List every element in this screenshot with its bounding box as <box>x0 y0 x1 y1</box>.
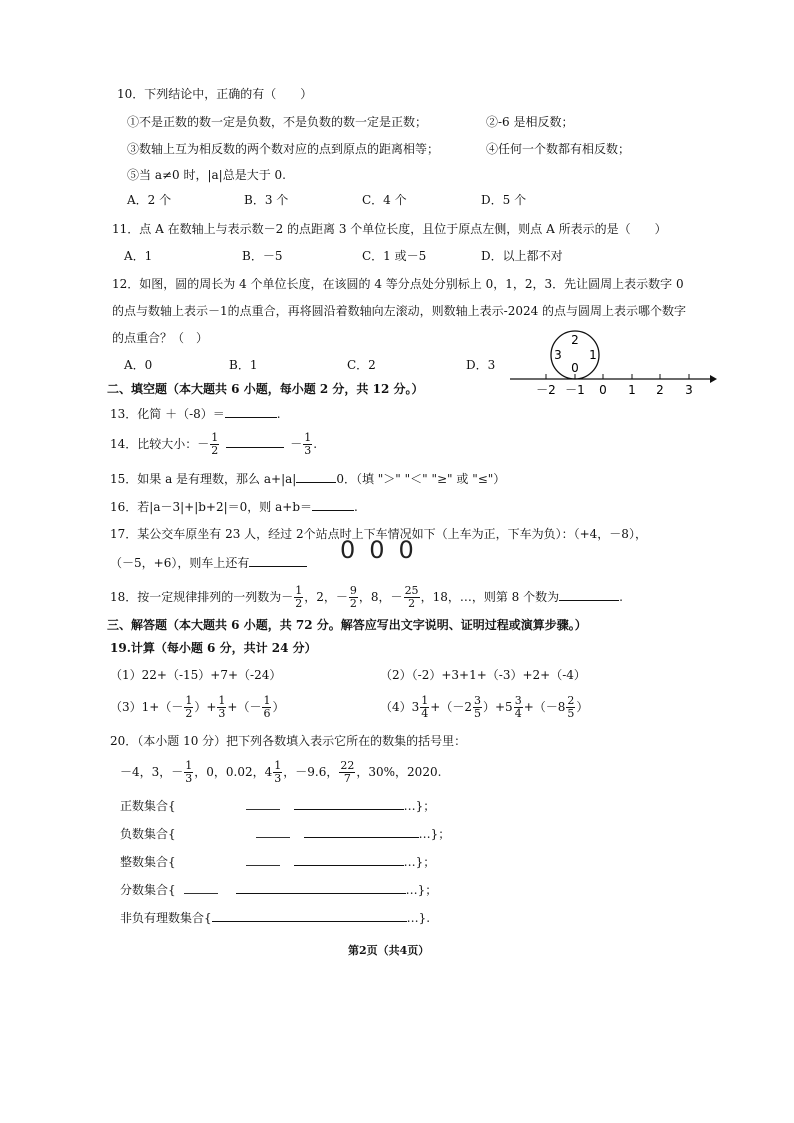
q17-line-2-wrap <box>110 554 307 571</box>
q12-figure <box>505 325 720 400</box>
denominator: 4 <box>421 707 429 720</box>
text: ，0，0.02，4 <box>194 765 273 779</box>
set-answer-blank[interactable] <box>304 825 419 838</box>
text: ，－9.6， <box>283 765 339 779</box>
tick-label: 1 <box>628 383 636 397</box>
smudge <box>184 883 218 894</box>
set-answer-blank[interactable] <box>236 881 406 894</box>
text: ）+ <box>194 700 217 714</box>
q10-statement-5: ⑤当 a≠0 时，|a|总是大于 0. <box>127 168 286 182</box>
fraction <box>349 585 358 610</box>
q12-line-2: 的点与数轴上表示－1的点重合，再将圆沿着数轴向左滚动，则数轴上表示-2024 的点与圆周上表示哪个数字 <box>112 304 687 318</box>
set-end: …}； <box>403 799 436 813</box>
numerator: 3 <box>514 694 522 707</box>
fraction <box>404 585 420 610</box>
q13-text: 13．化简 ＋（-8）＝ <box>110 407 225 421</box>
set-answer-blank[interactable] <box>294 853 404 866</box>
set-end: …}. <box>406 911 431 925</box>
text: ） <box>272 700 285 714</box>
denominator: 7 <box>343 772 351 785</box>
q14-answer-blank[interactable] <box>226 435 284 448</box>
set-end: …}； <box>403 855 436 869</box>
fraction <box>566 695 575 720</box>
set-nonneg-rational <box>120 909 430 926</box>
q19-part-1: （1）22+（-15）+7+（-24） <box>110 668 282 682</box>
q16-end: . <box>354 500 358 514</box>
set-fraction <box>120 881 437 898</box>
q11-option-d: D．以上都不对 <box>481 249 563 263</box>
smudge <box>246 799 280 810</box>
tick-label: －1 <box>565 383 585 397</box>
fraction <box>339 760 355 785</box>
denominator: 3 <box>274 772 282 785</box>
q19-part-3 <box>110 692 284 722</box>
q18-text-3: ，8，－ <box>358 590 403 604</box>
set-positive <box>120 797 435 814</box>
numerator: 3 <box>473 694 481 707</box>
fraction <box>420 695 429 720</box>
text: +（－8 <box>523 700 566 714</box>
set-end: …}； <box>405 883 438 897</box>
q10-statement-4: ④任何一个数都有相反数； <box>486 142 631 156</box>
tick-label: 0 <box>599 383 607 397</box>
fraction <box>514 695 523 720</box>
q20-numbers <box>120 757 441 787</box>
fraction <box>210 432 219 457</box>
numerator: 22 <box>340 759 355 772</box>
text: +（－2 <box>430 700 472 714</box>
denominator: 2 <box>408 597 416 610</box>
q12-line-1: 12．如图，圆的周长为 4 个单位长度，在该圆的 4 等分点处分别标上 0，1，2，3．先让圆周上表示数字 0 <box>112 277 684 291</box>
q13 <box>110 405 281 422</box>
q19-part-2: （2）（-2）+3+1+（-3）+2+（-4） <box>380 668 586 682</box>
q14-minus: － <box>290 437 303 451</box>
text: ）+5 <box>482 700 513 714</box>
circle-label-right: 1 <box>589 348 597 362</box>
smudge <box>246 855 280 866</box>
q10-option-d: D．5 个 <box>481 193 527 207</box>
denominator: 3 <box>185 772 193 785</box>
q10-stem: 10．下列结论中，正确的有（ ） <box>117 87 313 101</box>
q16 <box>110 498 358 515</box>
fraction <box>294 585 303 610</box>
smudge <box>256 827 290 838</box>
fraction <box>273 760 282 785</box>
set-negative <box>120 825 450 842</box>
q17-line-1: 17．某公交车原坐有 23 人，经过 2个站点时上下车情况如下（上车为正，下车为负）：（+4，－8）， <box>110 527 647 541</box>
denominator: 5 <box>473 707 481 720</box>
set-label: 非负有理数集合{ <box>120 911 212 925</box>
set-answer-blank[interactable] <box>212 909 407 922</box>
q10-statement-3: ③数轴上互为相反数的两个数对应的点到原点的距离相等； <box>127 142 440 156</box>
q12-line-3: 的点重合？（ ） <box>112 331 209 345</box>
text: ） <box>576 700 589 714</box>
denominator: 2 <box>295 597 303 610</box>
q12-option-c: C．2 <box>347 358 376 372</box>
numerator: 9 <box>349 584 357 597</box>
set-integer <box>120 853 435 870</box>
q13-answer-blank[interactable] <box>225 405 277 418</box>
circle-label-left: 3 <box>554 348 562 362</box>
q14 <box>110 430 317 458</box>
tick-label: －2 <box>536 383 556 397</box>
numerator: 25 <box>404 584 419 597</box>
tick-label: 2 <box>656 383 664 397</box>
fraction <box>303 432 312 457</box>
denominator: 3 <box>304 444 312 457</box>
section-3-heading: 三、解答题（本大题共 6 小题，共 72 分。解答应写出文字说明、证明过程或演算步骤。） <box>107 618 587 632</box>
q18-answer-blank[interactable] <box>559 588 619 601</box>
q18-text-2: ，2，－ <box>304 590 348 604</box>
section-2-heading: 二、填空题（本大题共 6 小题，每小题 2 分，共 12 分。） <box>107 382 424 396</box>
q15-answer-blank[interactable] <box>296 470 336 483</box>
denominator: 2 <box>349 597 357 610</box>
q14-end: . <box>313 437 318 451</box>
q10-option-c: C．4 个 <box>362 193 407 207</box>
text: （4）3 <box>380 700 420 714</box>
numerator: 1 <box>185 759 193 772</box>
denominator: 2 <box>185 707 193 720</box>
set-end: …}； <box>418 827 451 841</box>
denominator: 6 <box>263 707 271 720</box>
set-label: 分数集合{ <box>120 883 176 897</box>
numerator: 1 <box>274 759 282 772</box>
numerator: 1 <box>295 584 303 597</box>
text: ，30%，2020. <box>356 765 442 779</box>
denominator: 5 <box>567 707 575 720</box>
q18-end: . <box>619 590 623 604</box>
denominator: 2 <box>211 444 219 457</box>
text: －4，3，－ <box>120 765 184 779</box>
fraction <box>184 695 193 720</box>
q11-option-c: C．1 或－5 <box>362 249 427 263</box>
q10-option-a: A．2 个 <box>127 193 172 207</box>
q13-end: . <box>276 407 281 421</box>
set-label: 正数集合{ <box>120 799 176 813</box>
numerator: 1 <box>185 694 193 707</box>
axis-arrow <box>710 375 717 383</box>
q16-answer-blank[interactable] <box>312 498 354 511</box>
q19-part-4 <box>380 692 588 722</box>
q17-line-2: （－5，+6），则车上还有 <box>110 556 250 570</box>
numerator: 1 <box>263 694 271 707</box>
fraction <box>184 760 193 785</box>
numerator: 2 <box>567 694 575 707</box>
circle-label-top: 2 <box>571 333 579 347</box>
denominator: 4 <box>514 707 522 720</box>
numerator: 1 <box>421 694 429 707</box>
q16-text: 16．若|a－3|+|b+2|＝0，则 a+b＝ <box>110 500 312 514</box>
fraction <box>473 695 482 720</box>
tick-label: 3 <box>685 383 693 397</box>
numerator: 1 <box>304 431 312 444</box>
q12-option-d: D．3 <box>466 358 496 372</box>
text: （3）1+（－ <box>110 700 184 714</box>
handwritten-zeros: 000 <box>340 536 428 564</box>
q19-title: 19.计算（每小题 6 分，共计 24 分） <box>110 641 317 655</box>
numerator: 1 <box>218 694 226 707</box>
q11-stem: 11．点 A 在数轴上与表示数－2 的点距离 3 个单位长度，且位于原点左侧，则点 A 所表示的是（ ） <box>112 222 667 236</box>
denominator: 3 <box>218 707 226 720</box>
q12-option-a: A．0 <box>124 358 153 372</box>
q17-answer-blank[interactable] <box>249 554 307 567</box>
q18-text-4: ，18，…，则第 8 个数为 <box>420 590 560 604</box>
circle-label-bottom: 0 <box>571 361 579 375</box>
q12-option-b: B．1 <box>229 358 258 372</box>
q11-option-a: A．1 <box>124 249 153 263</box>
q15 <box>110 470 505 487</box>
q20-title: 20．（本小题 10 分）把下列各数填入表示它所在的数集的括号里： <box>110 734 467 748</box>
q18 <box>110 582 623 612</box>
q11-option-b: B．－5 <box>242 249 283 263</box>
set-answer-blank[interactable] <box>294 797 404 810</box>
set-label: 负数集合{ <box>120 827 176 841</box>
page-footer: 第2页（共4页） <box>348 944 430 957</box>
set-label: 整数集合{ <box>120 855 176 869</box>
q10-option-b: B．3 个 <box>244 193 289 207</box>
q15-rest: 0．（填 "＞" "＜" "≥" 或 "≤"） <box>336 472 506 486</box>
text: +（－ <box>227 700 262 714</box>
numerator: 1 <box>211 431 219 444</box>
q10-statement-2: ②-6 是相反数； <box>486 115 574 129</box>
q15-text: 15．如果 a 是有理数，那么 a+|a| <box>110 472 297 486</box>
fraction <box>262 695 271 720</box>
fraction <box>217 695 226 720</box>
q10-statement-1: ①不是正数的数一定是负数，不是负数的数一定是正数； <box>127 115 428 129</box>
q14-prefix: 14．比较大小：－ <box>110 437 210 451</box>
q18-prefix: 18．按一定规律排列的一列数为－ <box>110 590 294 604</box>
